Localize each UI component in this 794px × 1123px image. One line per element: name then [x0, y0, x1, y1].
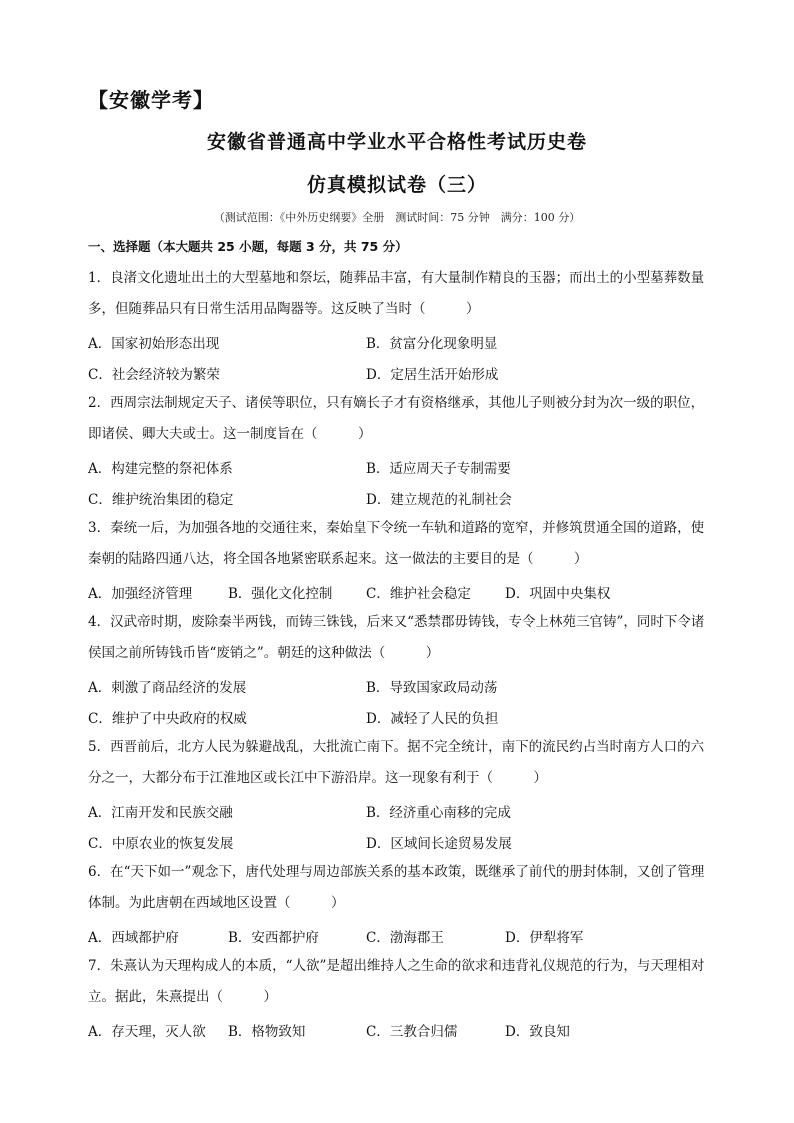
question-6-option-d: D．伊犁将军 — [505, 930, 584, 946]
question-7-option-d: D．致良知 — [505, 1024, 570, 1040]
exam-info: （测试范围：《中外历史纲要》全册 测试时间：75 分钟 满分：100 分） — [213, 211, 581, 224]
question-3-option-a: A．加强经济管理 — [88, 586, 193, 602]
question-3-option-c: C．维护社会稳定 — [366, 586, 471, 602]
question-2-option-c: C．维护统治集团的稳定 — [88, 492, 234, 508]
question-6-option-c: C．渤海郡王 — [366, 930, 444, 946]
question-5-option-c: C．中原农业的恢复发展 — [88, 836, 234, 852]
question-5-option-b: B．经济重心南移的完成 — [366, 805, 511, 821]
question-5-stem: 5．西晋前后，北方人民为躲避战乱，大批流亡南下。据不完全统计，南下的流民约占当时南方人口的六分之一，大都分布于江淮地区或长江中下游沿岸。这一现象有利于（ ） — [88, 739, 705, 786]
question-6-option-a: A．西域都护府 — [88, 930, 179, 946]
question-7-option-c: C．三教合归儒 — [366, 1024, 458, 1040]
question-3-option-b: B．强化文化控制 — [228, 586, 333, 602]
question-3-stem: 3．秦统一后，为加强各地的交通往来，秦始皇下令统一车轨和道路的宽窄，并修筑贯通全国的道路，使秦朝的陆路四通八达，将全国各地紧密联系起来。这一做法的主要目的是（ ） — [88, 520, 705, 567]
exam-subtitle: 仿真模拟试卷（三） — [306, 174, 487, 196]
exam-title: 安徽省普通高中学业水平合格性考试历史卷 — [206, 131, 587, 153]
question-1-option-d: D．定居生活开始形成 — [366, 367, 499, 383]
question-5-option-a: A．江南开发和民族交融 — [88, 805, 233, 821]
question-5-option-d: D．区域间长途贸易发展 — [366, 836, 512, 852]
question-1-stem: 1．良渚文化遗址出土的大型墓地和祭坛，随葬品丰富，有大量制作精良的玉器；而出土的小型墓葬数量多，但随葬品只有日常生活用品陶器等。这反映了当时（ ） — [88, 270, 705, 317]
question-6-option-b: B．安西都护府 — [228, 930, 319, 946]
question-7-option-b: B．格物致知 — [228, 1024, 306, 1040]
question-7-option-a: A．存天理，灭人欲 — [88, 1024, 206, 1040]
question-4-option-d: D．减轻了人民的负担 — [366, 711, 499, 727]
question-1-option-a: A．国家初始形态出现 — [88, 336, 220, 352]
question-2-option-d: D．建立规范的礼制社会 — [366, 492, 512, 508]
question-7-stem: 7．朱熹认为天理构成人的本质，“人欲”是超出维持人之生命的欲求和违背礼仪规范的行为，与天理相对立。据此，朱熹提出（ ） — [88, 958, 705, 1005]
exam-tag: 【安徽学考】 — [88, 88, 214, 112]
question-4-option-c: C．维护了中央政府的权威 — [88, 711, 247, 727]
question-6-stem: 6．在“天下如一”观念下，唐代处理与周边部族关系的基本政策，既继承了前代的册封体制，又创了管理体制。为此唐朝在西域地区设置（ ） — [88, 864, 705, 911]
question-1-option-c: C．社会经济较为繁荣 — [88, 367, 220, 383]
question-1-option-b: B．贫富分化现象明显 — [366, 336, 498, 352]
question-2-option-b: B．适应周天子专制需要 — [366, 461, 511, 477]
question-4-option-a: A．刺激了商品经济的发展 — [88, 680, 247, 696]
question-4-option-b: B．导致国家政局动荡 — [366, 680, 498, 696]
question-4-stem: 4．汉武帝时期，废除秦半两钱，而铸三铢钱，后来又“悉禁郡毋铸钱，专令上林苑三官铸”，同时下令诸侯国之前所铸钱币皆“废销之”。朝廷的这种做法（ ） — [88, 614, 705, 661]
question-2-stem: 2．西周宗法制规定天子、诸侯等职位，只有嫡长子才有资格继承，其他儿子则被分封为次一级的职位，即诸侯、卿大夫或士。这一制度旨在（ ） — [88, 395, 705, 442]
question-3-option-d: D．巩固中央集权 — [505, 586, 611, 602]
section-heading: 一、选择题（本大题共 25 小题，每题 3 分，共 75 分） — [88, 239, 408, 254]
question-2-option-a: A．构建完整的祭祀体系 — [88, 461, 233, 477]
